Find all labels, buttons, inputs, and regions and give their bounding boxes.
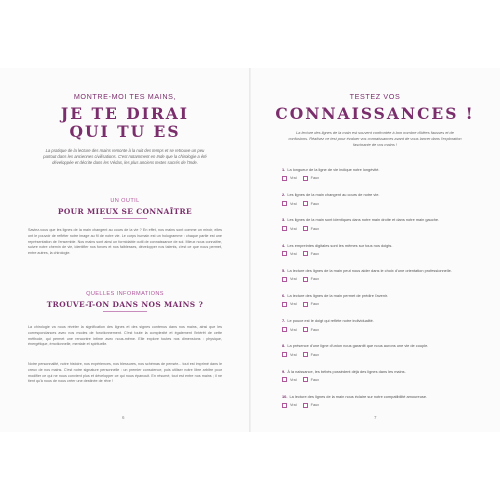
section2-paragraph-1: La chirologie va nous révéler la signification des lignes et des signes contenus dans nos mains, ainsi que les correspondances avec nos modes de fonctionnement. C'est toute la complexité et également l'intérêt de cette méthode, qui permet une rencontre intime avec nous-même. Elle explore toutes nos dimensions : physique, énergétique, émotionnelle, mentale et spirituelle.	[28, 325, 222, 347]
checkbox-false[interactable]	[303, 327, 308, 332]
quiz-question-label: Le pouce est le doigt qui reflète notre individualité.	[287, 318, 374, 324]
quiz-options	[282, 276, 478, 282]
checkbox-false-label: Faux	[310, 176, 320, 181]
quiz-question-number: 6.	[282, 292, 286, 298]
section1-kicker: UN OUTIL	[110, 198, 140, 204]
quiz-question	[282, 217, 478, 242]
quiz-question-text	[282, 318, 478, 323]
quiz-question	[282, 394, 478, 419]
section2-paragraph-2: Notre personnalité, notre histoire, nos expériences, nos blessures, nos schémas de pensée... tout est imprimé dans le creux de nos mains. C'est notre signature personnelle : un premier conscience, puis utiliser notre libre arbitre pour modifier ce qui ne nous convient plus et développer ce qui nous épanouit. En résumé, tout est entre nos mains ; il ne tient qu'à nous de nous créer une destinée de rêve !	[28, 362, 222, 384]
checkbox-false[interactable]	[303, 352, 308, 357]
checkbox-true[interactable]	[282, 327, 287, 332]
quiz-question-number: 7.	[282, 318, 286, 324]
quiz-question-text	[282, 394, 478, 399]
right-title: CONNAISSANCES !	[275, 104, 475, 123]
right-kicker: TESTEZ VOS	[349, 92, 401, 101]
quiz-question-number: 8.	[282, 343, 286, 349]
section1-title: POUR MIEUX SE CONNAÎTRE	[57, 207, 193, 216]
page-number-right: 7	[374, 415, 377, 420]
quiz-options	[282, 251, 478, 257]
section2-kicker: QUELLES INFORMATIONS	[86, 291, 164, 297]
checkbox-true[interactable]	[282, 302, 287, 307]
checkbox-true-label: Vrai	[290, 226, 297, 231]
checkbox-false[interactable]	[303, 251, 308, 256]
quiz-options	[282, 201, 478, 207]
checkbox-true-label: Vrai	[290, 302, 297, 307]
section1-divider	[103, 218, 147, 219]
checkbox-false[interactable]	[303, 403, 308, 408]
checkbox-false-label: Faux	[310, 327, 320, 332]
quiz-question-number: 10.	[282, 393, 288, 399]
quiz-question-number: 9.	[282, 368, 286, 374]
checkbox-true[interactable]	[282, 176, 287, 181]
quiz-question-label: Les lignes de la main changent au cours de notre vie.	[287, 192, 380, 198]
quiz-question-number: 5.	[282, 267, 286, 273]
checkbox-true[interactable]	[282, 377, 287, 382]
quiz-question-label: Les lignes de la main sont identiques dans notre main droite et dans notre main gauche.	[287, 217, 440, 223]
quiz-options	[282, 301, 478, 307]
quiz-list	[282, 167, 478, 419]
checkbox-true-label: Vrai	[290, 277, 297, 282]
quiz-question-label: Les empreintes digitales sont les mêmes sur tous nos doigts.	[287, 242, 393, 248]
book-spread	[0, 68, 500, 432]
checkbox-false[interactable]	[303, 226, 308, 231]
checkbox-true-label: Vrai	[290, 403, 297, 408]
quiz-question-label: La lecture des lignes de la main permet de prédire l'avenir.	[287, 292, 389, 298]
checkbox-false[interactable]	[303, 201, 308, 206]
checkbox-true[interactable]	[282, 251, 287, 256]
checkbox-true[interactable]	[282, 201, 287, 206]
checkbox-false-label: Faux	[310, 302, 320, 307]
right-intro: La lecture des lignes de la main est souvent confrontée à bon nombre d'idées fausses et de confusions. Réalisez ce test pour évaluer vos connaissances avant de vous lancer dans l'exploration fascinante de vos mains !	[288, 130, 462, 147]
page-number-left: 6	[122, 415, 125, 420]
right-page	[250, 68, 500, 432]
quiz-options	[282, 377, 478, 383]
quiz-question	[282, 293, 478, 318]
quiz-question-text	[282, 268, 478, 273]
quiz-question	[282, 369, 478, 394]
checkbox-true-label: Vrai	[290, 201, 297, 206]
quiz-options	[282, 327, 478, 333]
quiz-question-text	[282, 343, 478, 348]
checkbox-true-label: Vrai	[290, 327, 297, 332]
checkbox-false[interactable]	[303, 302, 308, 307]
left-intro: La pratique de la lecture des mains remonte à la nuit des temps et se retrouve un peu partout dans les anciennes civilisations. C'est notamment en Inde que la chirologie a été développée et décrite dans les Védas, les plus anciens textes sacrés de l'Inde.	[43, 148, 207, 165]
quiz-options	[282, 226, 478, 232]
quiz-question	[282, 192, 478, 217]
checkbox-true-label: Vrai	[290, 377, 297, 382]
checkbox-false-label: Faux	[310, 201, 320, 206]
quiz-options	[282, 175, 478, 181]
quiz-question-text	[282, 369, 478, 374]
quiz-question-number: 2.	[282, 192, 286, 198]
section2-divider	[103, 311, 147, 312]
quiz-question-label: La présence d'une ligne d'union nous garantit que nous aurons une vie de couple.	[287, 343, 429, 349]
quiz-question	[282, 243, 478, 268]
checkbox-true-label: Vrai	[290, 176, 297, 181]
quiz-question-text	[282, 293, 478, 298]
checkbox-false[interactable]	[303, 176, 308, 181]
checkbox-true-label: Vrai	[290, 251, 297, 256]
quiz-question	[282, 268, 478, 293]
section1-paragraph: Saviez-vous que les lignes de la main changent au cours de la vie ? En effet, nos mains sont comme un miroir, elles ont le pouvoir de refléter notre image au fil de notre vie. Le corps humain est un hologramme : chaque partie est une représentation de l'ensemble. Nos mains sont ainsi un formidable outil de connaissance de soi. Mieux nous connaître, suivre notre chemin de vie, identifier nos forces et nos faiblesses, développer nos talents, c'est ce que nous permet, entre autres, la chirologie.	[28, 228, 222, 256]
quiz-question-text	[282, 192, 478, 197]
checkbox-false-label: Faux	[310, 277, 320, 282]
left-title-line-1: JE TE DIRAI	[60, 104, 190, 123]
checkbox-false-label: Faux	[310, 377, 320, 382]
quiz-options	[282, 402, 478, 408]
checkbox-true[interactable]	[282, 226, 287, 231]
quiz-question-text	[282, 167, 478, 172]
checkbox-false[interactable]	[303, 277, 308, 282]
checkbox-false-label: Faux	[310, 352, 320, 357]
checkbox-true[interactable]	[282, 403, 287, 408]
quiz-question-number: 1.	[282, 167, 286, 172]
checkbox-true[interactable]	[282, 277, 287, 282]
checkbox-false-label: Faux	[310, 403, 320, 408]
section2-title: TROUVE-T-ON DANS NOS MAINS ?	[46, 300, 204, 309]
left-page	[0, 68, 250, 432]
quiz-question-label: La longueur de la ligne de vie indique notre longévité.	[287, 167, 380, 172]
quiz-question-text	[282, 217, 478, 222]
left-kicker: MONTRE-MOI TES MAINS,	[73, 92, 177, 101]
quiz-question	[282, 167, 478, 192]
checkbox-false-label: Faux	[310, 251, 320, 256]
checkbox-true[interactable]	[282, 352, 287, 357]
checkbox-false[interactable]	[303, 377, 308, 382]
quiz-question-label: À la naissance, les bébés possèdent déjà des lignes dans les mains.	[287, 368, 406, 374]
quiz-question-text	[282, 243, 478, 248]
quiz-question-number: 4.	[282, 242, 286, 248]
quiz-question-label: La lecture des lignes de la main peut nous aider dans le choix d'une orientation professionnelle.	[287, 267, 452, 273]
quiz-question-label: La lecture des lignes de la main nous éclaire sur notre compatibilité amoureuse.	[289, 393, 428, 399]
checkbox-true-label: Vrai	[290, 352, 297, 357]
quiz-question	[282, 318, 478, 343]
quiz-options	[282, 352, 478, 358]
left-title-line-2: QUI TU ES	[69, 122, 181, 141]
quiz-question-number: 3.	[282, 217, 286, 223]
checkbox-false-label: Faux	[310, 226, 320, 231]
quiz-question	[282, 343, 478, 368]
